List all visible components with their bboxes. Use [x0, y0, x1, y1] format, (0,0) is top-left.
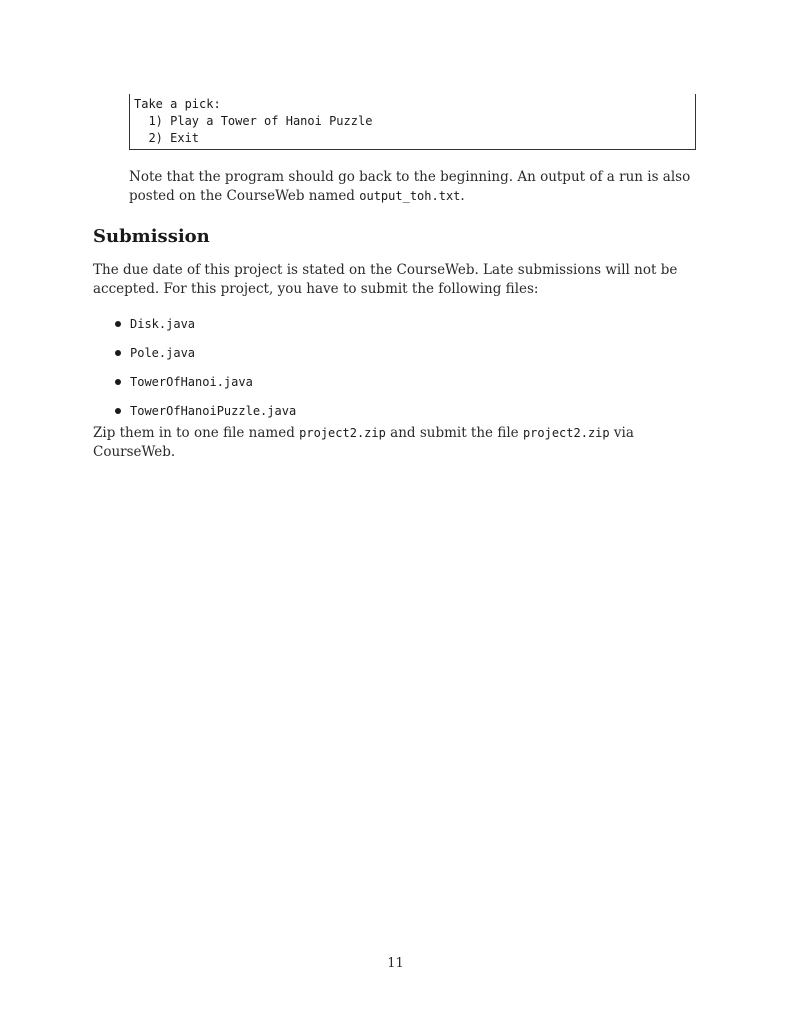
list-item — [113, 396, 296, 425]
file-name: Pole.java — [130, 345, 196, 360]
bullet-icon — [115, 379, 121, 385]
zip-filename: project2.zip — [299, 426, 386, 440]
list-item — [113, 309, 296, 338]
page-number: 11 — [387, 956, 404, 971]
code-line: Take a pick: — [134, 97, 221, 111]
code-line: 2) Exit — [134, 131, 200, 145]
note-text: Note that the program should go back to the beginning. An output of a run is also posted on the CourseWeb named — [129, 169, 691, 204]
code-block — [129, 94, 696, 150]
bullet-icon — [115, 350, 121, 356]
list-item — [113, 367, 296, 396]
code-line: 1) Play a Tower of Hanoi Puzzle — [134, 114, 373, 128]
bullet-icon — [115, 321, 121, 327]
list-item — [113, 338, 296, 367]
file-name: Disk.java — [130, 316, 196, 331]
output-filename: output_toh.txt — [359, 189, 461, 203]
file-name: TowerOfHanoiPuzzle.java — [130, 403, 297, 418]
file-name: TowerOfHanoi.java — [130, 374, 253, 389]
zip-text: Zip them in to one file named — [93, 425, 300, 441]
zip-text: via CourseWeb. — [93, 425, 634, 460]
file-list — [113, 309, 296, 425]
section-heading: Submission — [93, 226, 210, 247]
submission-paragraph: The due date of this project is stated on the CourseWeb. Late submissions will not be accepted. For this project, you have to submit the following files: — [93, 262, 678, 297]
note-paragraph — [129, 168, 699, 206]
zip-instructions — [93, 424, 713, 462]
bullet-icon — [115, 408, 121, 414]
note-text-end: . — [460, 188, 465, 204]
zip-text: and submit the file — [385, 425, 523, 441]
zip-filename: project2.zip — [522, 426, 610, 440]
